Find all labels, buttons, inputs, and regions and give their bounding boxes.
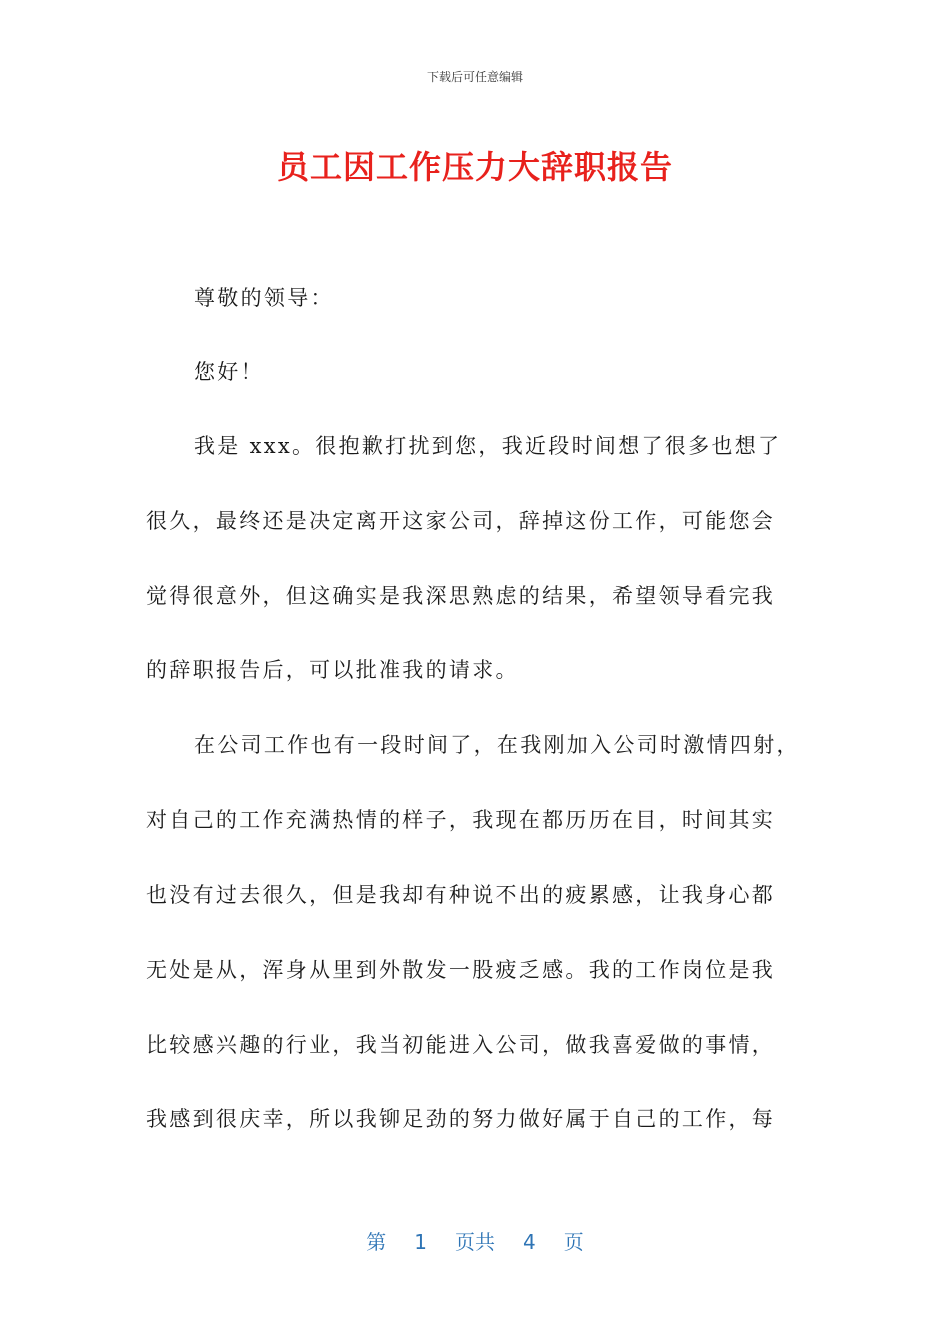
paragraph-2-line-5: 比较感兴趣的行业，我当初能进入公司，做我喜爱做的事情， <box>146 1033 776 1057</box>
paragraph-2-line-1: 在公司工作也有一段时间了，在我刚加入公司时激情四射， <box>194 733 800 757</box>
paragraph-2-line-6: 我感到很庆幸，所以我铆足劲的努力做好属于自己的工作，每 <box>146 1107 776 1131</box>
paragraph-2-line-2: 对自己的工作充满热情的样子，我现在都历历在目，时间其实 <box>146 808 776 832</box>
salutation-line: 尊敬的领导： <box>194 286 334 310</box>
paragraph-2-line-3: 也没有过去很久，但是我却有种说不出的疲累感，让我身心都 <box>146 883 776 907</box>
paragraph-1-line-4: 的辞职报告后，可以批准我的请求。 <box>146 658 519 682</box>
header-note: 下载后可任意编辑 <box>426 70 523 84</box>
paragraph-1-line-2: 很久，最终还是决定离开这家公司，辞掉这份工作，可能您会 <box>146 509 776 533</box>
footer-total-pages: 4 <box>523 1230 536 1254</box>
page-footer <box>0 1226 950 1255</box>
footer-suffix: 页 <box>563 1230 584 1254</box>
paragraph-1-line-1: 我是 xxx。很抱歉打扰到您，我近段时间想了很多也想了 <box>194 434 782 458</box>
footer-middle: 页共 <box>455 1230 495 1254</box>
greeting-line: 您好！ <box>194 360 264 384</box>
footer-current-page: 1 <box>414 1230 427 1254</box>
paragraph-2-line-4: 无处是从，浑身从里到外散发一股疲乏感。我的工作岗位是我 <box>146 958 776 982</box>
footer-prefix: 第 <box>366 1230 387 1254</box>
document-title: 员工因工作压力大辞职报告 <box>276 148 673 186</box>
paragraph-1-line-3: 觉得很意外，但这确实是我深思熟虑的结果，希望领导看完我 <box>146 584 776 608</box>
